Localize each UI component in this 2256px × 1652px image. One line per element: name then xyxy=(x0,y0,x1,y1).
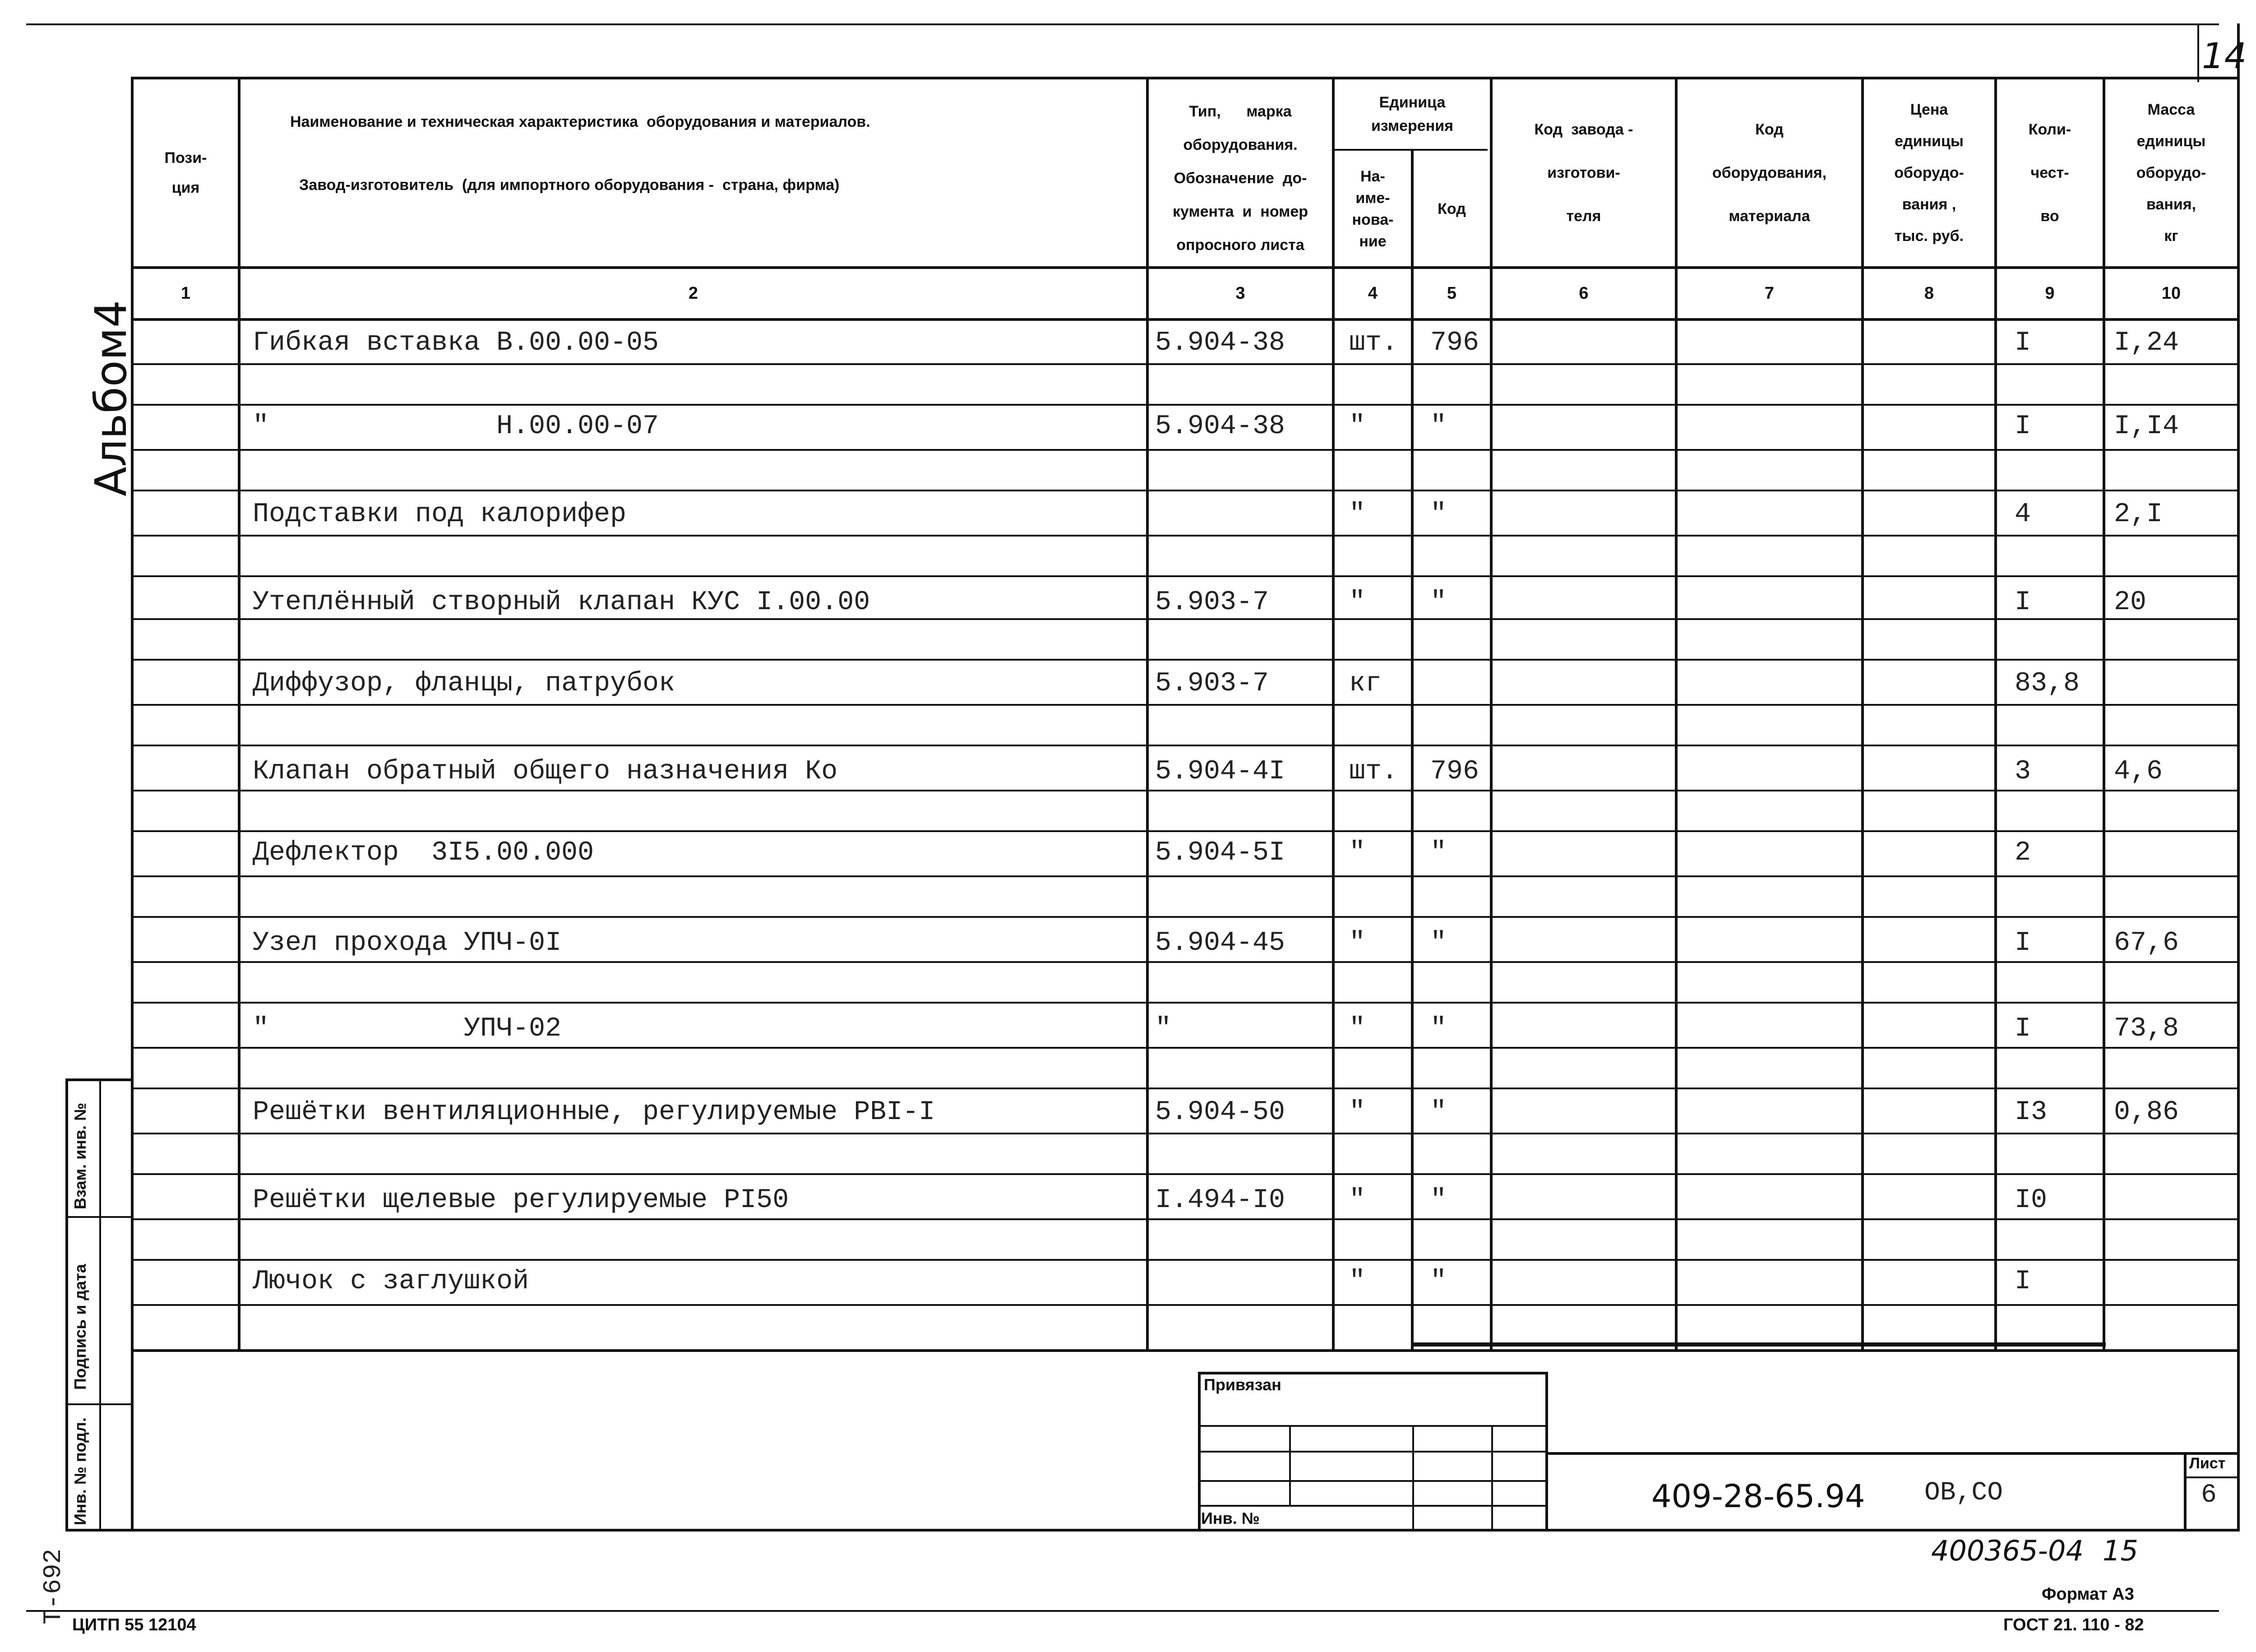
top-border-line xyxy=(26,23,2219,25)
header-price: Цена единицы оборудо- вания , тыс. руб. xyxy=(1894,101,1964,245)
row-mass: 0,86 xyxy=(2114,1097,2179,1128)
stamp-inv-no: Инв. № xyxy=(1201,1509,1260,1527)
sheet-value: 6 xyxy=(2201,1481,2217,1510)
row-document: 5.904-50 xyxy=(1155,1097,1285,1128)
row-unit-code: 796 xyxy=(1430,756,1479,787)
row-quantity: I3 xyxy=(2015,1097,2048,1128)
row-line xyxy=(131,1259,2238,1261)
side-label-vzam: Взам. инв. № xyxy=(71,1102,89,1209)
col-number-2: 2 xyxy=(688,284,698,303)
row-quantity: 3 xyxy=(2015,756,2031,787)
row-quantity: I xyxy=(2015,587,2031,618)
stamp-row-line xyxy=(1198,1425,1545,1427)
row-line xyxy=(131,1002,2238,1004)
row-mass: 67,6 xyxy=(2114,928,2179,958)
row-name: Решётки щелевые регулируемые РI50 xyxy=(253,1185,789,1216)
table-bottom-line xyxy=(65,1529,2240,1532)
col-number-7: 7 xyxy=(1764,284,1775,303)
row-line xyxy=(131,1218,2238,1220)
column-numbers-bottom-line xyxy=(131,318,2238,321)
row-document: " xyxy=(1155,1013,1172,1044)
sheet-label: Лист xyxy=(2189,1455,2226,1472)
row-name: Дефлектор 3I5.00.000 xyxy=(253,838,594,868)
stamp-col-line xyxy=(1412,1425,1414,1530)
row-name: Утеплённый створный клапан КУС I.00.00 xyxy=(253,587,870,618)
row-line xyxy=(131,490,2238,491)
row-unit: кг xyxy=(1349,668,1382,699)
archive-number: 400365-04 xyxy=(1931,1534,2084,1567)
row-quantity: I xyxy=(2015,928,2031,958)
col-line-9 xyxy=(2103,77,2105,1350)
stamp-top xyxy=(1198,1372,1545,1374)
sheet-cell-divider xyxy=(2184,1476,2238,1478)
row-quantity: I xyxy=(2015,1013,2031,1044)
row-quantity: I0 xyxy=(2015,1185,2048,1216)
stamp-col-line xyxy=(1491,1425,1493,1530)
header-unit-group: Единица измерения xyxy=(1371,94,1453,134)
header-equipment-code: Код оборудования, материала xyxy=(1712,121,1827,225)
row-line xyxy=(131,961,2238,963)
stamp-row-line xyxy=(1198,1505,1545,1507)
row-unit-code: " xyxy=(1430,1013,1447,1044)
col-number-3: 3 xyxy=(1235,284,1245,303)
row-line xyxy=(131,830,2238,832)
row-name: Клапан обратный общего назначения Ко xyxy=(253,756,838,787)
sheet-cell-left xyxy=(2184,1452,2187,1530)
row-line xyxy=(131,790,2238,791)
col-line-1 xyxy=(238,77,240,1350)
row-unit: " xyxy=(1349,1266,1366,1297)
row-document: 5.904-38 xyxy=(1155,328,1285,358)
header-type-doc: Тип, марка оборудования. Обозначение до- кумента и номер опросного листа xyxy=(1172,103,1308,254)
col-number-4: 4 xyxy=(1368,284,1378,303)
row-unit-code: 796 xyxy=(1430,328,1479,358)
row-mass: 2,I xyxy=(2114,499,2163,530)
col-number-9: 9 xyxy=(2045,284,2055,303)
col-number-5: 5 xyxy=(1447,284,1457,303)
row-mass: I,24 xyxy=(2114,328,2179,358)
row-unit-code: " xyxy=(1430,499,1447,530)
row-document: 5.904-4I xyxy=(1155,756,1285,787)
stamp-row-line xyxy=(1198,1480,1545,1482)
col-number-1: 1 xyxy=(180,284,191,303)
row-unit-code: " xyxy=(1430,411,1447,442)
stamp-row-line xyxy=(1198,1451,1545,1453)
header-name-line1: Наименование и техническая характеристика оборудования и материалов. xyxy=(290,113,870,130)
row-document: 5.903-7 xyxy=(1155,587,1269,618)
side-block-line xyxy=(65,1216,133,1218)
row-quantity: 83,8 xyxy=(2015,668,2080,699)
row-unit: " xyxy=(1349,587,1366,618)
row-unit: " xyxy=(1349,1185,1366,1216)
row-quantity: I xyxy=(2015,411,2031,442)
row-mass: 20 xyxy=(2114,587,2147,618)
col-line-2 xyxy=(1146,77,1149,1350)
header-mass: Масса единицы оборудо- вания, кг xyxy=(2136,101,2206,245)
row-document: 5.904-45 xyxy=(1155,928,1285,958)
row-line xyxy=(131,618,2238,620)
row-unit: шт. xyxy=(1349,756,1398,787)
row-mass: 73,8 xyxy=(2114,1013,2179,1044)
row-quantity: I xyxy=(2015,1266,2031,1297)
unit-group-divider xyxy=(1332,149,1488,151)
col-line-8 xyxy=(1994,77,1997,1350)
side-block-top xyxy=(65,1078,133,1081)
row-line xyxy=(131,875,2238,877)
col-line-6 xyxy=(1675,77,1678,1350)
title-block-top xyxy=(1545,1452,2238,1455)
t-code: Т-692 xyxy=(39,1548,68,1624)
row-unit: шт. xyxy=(1349,328,1398,358)
header-name-line2: Завод-изготовитель (для импортного оборудования - страна, фирма) xyxy=(299,176,840,194)
row-line xyxy=(131,745,2238,746)
row-quantity: 2 xyxy=(2015,838,2031,868)
row-document: 5.904-5I xyxy=(1155,838,1285,868)
stamp-privyazan: Привязан xyxy=(1204,1375,1281,1394)
row-name: Подставки под калорифер xyxy=(253,499,627,530)
col-line-3 xyxy=(1332,77,1335,1350)
row-name: Лючок с заглушкой xyxy=(253,1266,529,1297)
row-mass: I,I4 xyxy=(2114,411,2179,442)
row-line xyxy=(131,704,2238,706)
row-document: 5.904-38 xyxy=(1155,411,1285,442)
row-line xyxy=(131,449,2238,451)
row-quantity: I xyxy=(2015,328,2031,358)
row-unit-code: " xyxy=(1430,1266,1447,1297)
header-unit-code: Код xyxy=(1438,200,1466,217)
row-name: Решётки вентиляционные, регулируемые РВI-I xyxy=(253,1097,935,1128)
row-unit: " xyxy=(1349,411,1366,442)
page-bottom-line xyxy=(26,1610,2219,1612)
col-number-10: 10 xyxy=(2161,284,2181,303)
row-line xyxy=(131,916,2238,918)
row-line xyxy=(131,1173,2238,1175)
archive-page: 15 xyxy=(2103,1534,2138,1567)
col-number-6: 6 xyxy=(1579,284,1589,303)
row-line xyxy=(131,1304,2238,1306)
row-unit-code: " xyxy=(1430,1097,1447,1128)
col-line-7 xyxy=(1861,77,1864,1350)
row-line xyxy=(131,575,2238,577)
corner-block-divider xyxy=(2197,23,2199,82)
cipt-label: ЦИТП 55 12104 xyxy=(72,1615,196,1634)
corner-sheet-number: 14 xyxy=(2202,36,2247,77)
row-document: I.494-I0 xyxy=(1155,1185,1285,1216)
col-line-4 xyxy=(1411,149,1414,1350)
side-block-left xyxy=(65,1078,68,1530)
body-heavy-bottom xyxy=(1411,1342,2106,1347)
row-line xyxy=(131,659,2238,661)
row-line xyxy=(131,1133,2238,1134)
row-unit: " xyxy=(1349,928,1366,958)
side-label-podpis: Подпись и дата xyxy=(71,1264,89,1390)
row-unit-code: " xyxy=(1430,587,1447,618)
row-unit: " xyxy=(1349,1097,1366,1128)
row-line xyxy=(131,1047,2238,1049)
format-label: Формат А3 xyxy=(2042,1585,2134,1604)
row-name: " УПЧ-02 xyxy=(253,1013,562,1044)
row-unit-code: " xyxy=(1430,838,1447,868)
row-unit: " xyxy=(1349,838,1366,868)
side-block-divider xyxy=(99,1078,101,1530)
doc-code: 409-28-65.94 xyxy=(1651,1478,1865,1515)
stamp-right xyxy=(1545,1372,1548,1530)
album-label: Альбом4 xyxy=(86,300,136,496)
row-unit-code: " xyxy=(1430,928,1447,958)
header-position: Пози- ция xyxy=(164,149,207,196)
header-factory-code: Код завода - изготови- теля xyxy=(1534,121,1633,225)
stamp-col-line xyxy=(1289,1425,1291,1506)
body-bottom-line xyxy=(131,1349,2238,1352)
header-quantity: Коли- чест- во xyxy=(2028,121,2071,225)
row-quantity: 4 xyxy=(2015,499,2031,530)
row-name: " Н.00.00-07 xyxy=(253,411,659,442)
row-line xyxy=(131,1087,2238,1089)
col-line-5 xyxy=(1490,77,1493,1350)
row-line xyxy=(131,363,2238,365)
side-label-inv-podl: Инв. № подл. xyxy=(71,1417,89,1525)
gost-label: ГОСТ 21. 110 - 82 xyxy=(2003,1615,2144,1634)
row-unit: " xyxy=(1349,499,1366,530)
row-name: Узел прохода УПЧ-0I xyxy=(253,928,562,958)
doc-section: ОВ,СО xyxy=(1924,1478,2003,1508)
table-right-line xyxy=(2237,77,2240,1530)
col-number-8: 8 xyxy=(1924,284,1934,303)
row-unit-code: " xyxy=(1430,1185,1447,1216)
row-document: 5.903-7 xyxy=(1155,668,1269,699)
row-name: Гибкая вставка В.00.00-05 xyxy=(253,328,659,358)
row-line xyxy=(131,404,2238,406)
row-name: Диффузор, фланцы, патрубок xyxy=(253,668,675,699)
row-line xyxy=(131,535,2238,537)
row-mass: 4,6 xyxy=(2114,756,2163,787)
side-block-line xyxy=(65,1403,133,1405)
header-unit-name: На- име- нова- ние xyxy=(1352,168,1394,250)
row-unit: " xyxy=(1349,1013,1366,1044)
